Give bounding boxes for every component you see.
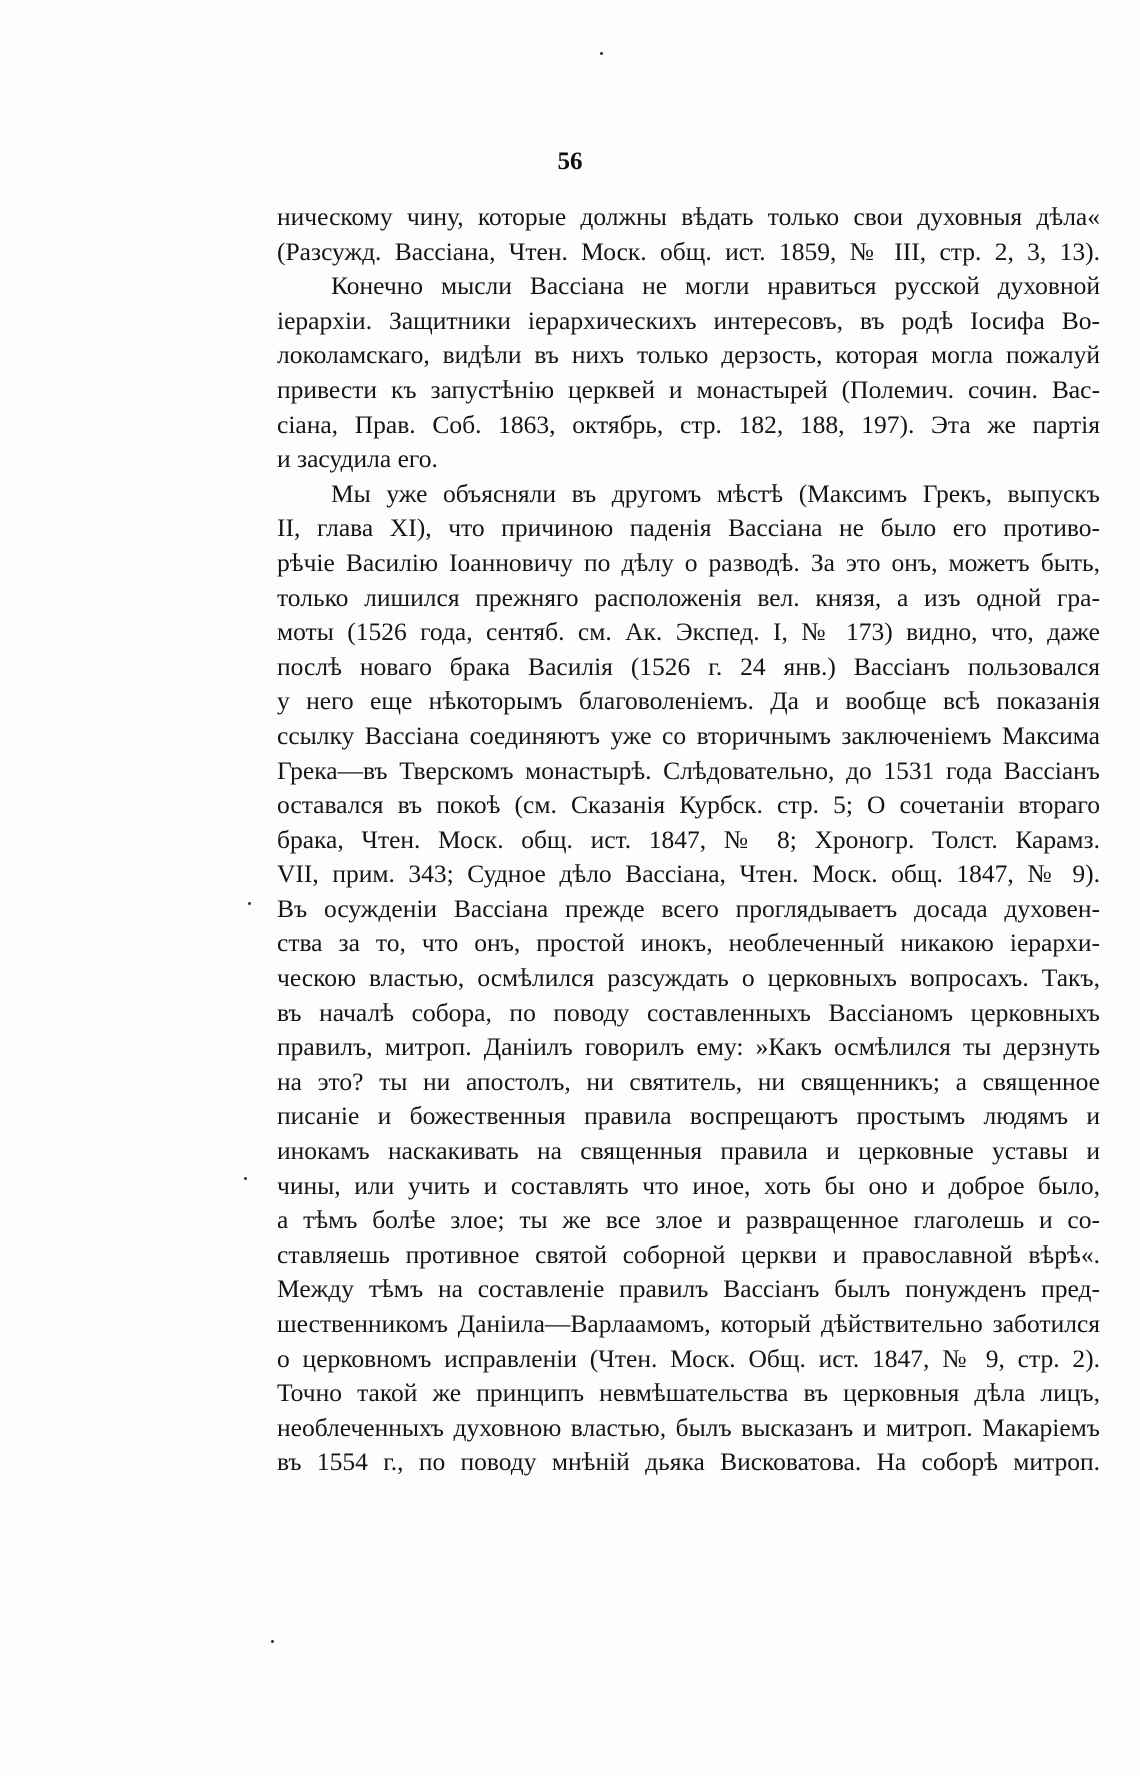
paragraph-start-line: Конечно мысли Вассіана не могли нравиться русской духовной: [331, 271, 1100, 301]
speck: [248, 902, 251, 905]
text-line: ссылку Вассіана соединяютъ уже со вторичнымъ заключеніемъ Максима: [277, 720, 1100, 750]
text-line: послѣ новаго брака Василія (1526 г. 24 янв.) Вассіанъ пользовался: [277, 651, 1100, 681]
text-line: сіана, Прав. Соб. 1863, октябрь, стр. 182, 188, 197). Эта же партія: [277, 409, 1100, 439]
text-line: на это? ты ни апостолъ, ни святитель, ни священникъ; а священное: [277, 1066, 1100, 1096]
text-line: ческою властью, осмѣлился разсуждать о церковныхъ вопросахъ. Такъ,: [277, 963, 1100, 993]
text-line: ставляешь противное святой соборной церкви и православной вѣрѣ«.: [277, 1239, 1100, 1269]
text-line: VII, прим. 343; Судное дѣло Вассіана, Чтен. Моск. общ. 1847, № 9).: [277, 859, 1100, 889]
text-line: чины, или учить и составлять что иное, хоть бы оно и доброе было,: [277, 1170, 1100, 1200]
text-line: о церковномъ исправленіи (Чтен. Моск. Общ. ист. 1847, № 9, стр. 2).: [277, 1343, 1100, 1373]
text-line: іерархіи. Защитники іерархическихъ интересовъ, въ родѣ Іосифа Во-: [277, 305, 1100, 335]
speck: [600, 52, 603, 55]
text-line: ническому чину, которые должны вѣдать только свои духовныя дѣла«: [277, 202, 1100, 231]
text-line: въ 1554 г., по поводу мнѣній дьяка Висковатова. На соборѣ митроп.: [277, 1447, 1100, 1477]
text-line: Грека—въ Тверскомъ монастырѣ. Слѣдовательно, до 1531 года Вассіанъ: [277, 755, 1100, 785]
text-line: моты (1526 года, сентяб. см. Ак. Экспед. I, № 173) видно, что, даже: [277, 617, 1100, 647]
text-line: Въ осужденіи Вассіана прежде всего проглядываетъ досада духовен-: [277, 893, 1100, 923]
text-line: привести къ запустѣнію церквей и монастырей (Полемич. сочин. Вас-: [277, 374, 1100, 404]
text-line: брака, Чтен. Моск. общ. ист. 1847, № 8; Хроногр. Толст. Карамз.: [277, 824, 1100, 854]
text-line: Точно такой же принципъ невмѣшательства въ церковныя дѣла лицъ,: [277, 1378, 1100, 1408]
speck: [271, 1640, 274, 1643]
speck: [244, 1177, 247, 1180]
paragraph-end-line: и засудила его.: [277, 444, 438, 474]
text-line: инокамъ наскакивать на священныя правила и церковные уставы и: [277, 1136, 1100, 1166]
text-line: шественникомъ Даніила—Варлаамомъ, который дѣйствительно заботился: [277, 1309, 1100, 1338]
text-line: ства за то, что онъ, простой инокъ, необлеченный никакою іерархи-: [277, 928, 1100, 958]
text-line: правилъ, митроп. Даніилъ говорилъ ему: »Какъ осмѣлился ты дерзнуть: [277, 1032, 1100, 1062]
text-line: необлеченныхъ духовною властью, былъ высказанъ и митроп. Макаріемъ: [277, 1412, 1100, 1442]
text-line: Между тѣмъ на составленіе правилъ Вассіанъ былъ понужденъ пред-: [277, 1274, 1100, 1304]
text-line: а тѣмъ болѣе злое; ты же все злое и развращенное глаголешь и со-: [277, 1205, 1100, 1235]
text-line: рѣчіе Василію Іоанновичу по дѣлу о разводѣ. За это онъ, можетъ быть,: [277, 547, 1100, 577]
text-line: писаніе и божественныя правила воспрещаютъ простымъ людямъ и: [277, 1101, 1100, 1131]
body-text: [277, 200, 1100, 1480]
text-line: II, глава XI), что причиною паденія Вассіана не было его противо-: [277, 513, 1100, 543]
text-line: у него еще нѣкоторымъ благоволеніемъ. Да и вообще всѣ показанія: [277, 686, 1100, 716]
text-line: оставался въ покоѣ (см. Сказанія Курбск. стр. 5; О сочетаніи втораго: [277, 790, 1100, 820]
paragraph-start-line: Мы уже объясняли въ другомъ мѣстѣ (Максимъ Грекъ, выпускъ: [331, 478, 1100, 508]
text-line: локоламскаго, видѣли въ нихъ только дерзость, которая могла пожалуй: [277, 340, 1100, 370]
text-line: (Разсужд. Вассіана, Чтен. Моск. общ. ист. 1859, № III, стр. 2, 3, 13).: [277, 236, 1100, 266]
page-number: 56: [557, 148, 583, 175]
text-line: только лишился прежняго расположенія вел. князя, а изъ одной гра-: [277, 582, 1100, 612]
text-line: въ началѣ собора, по поводу составленныхъ Вассіаномъ церковныхъ: [277, 997, 1100, 1027]
